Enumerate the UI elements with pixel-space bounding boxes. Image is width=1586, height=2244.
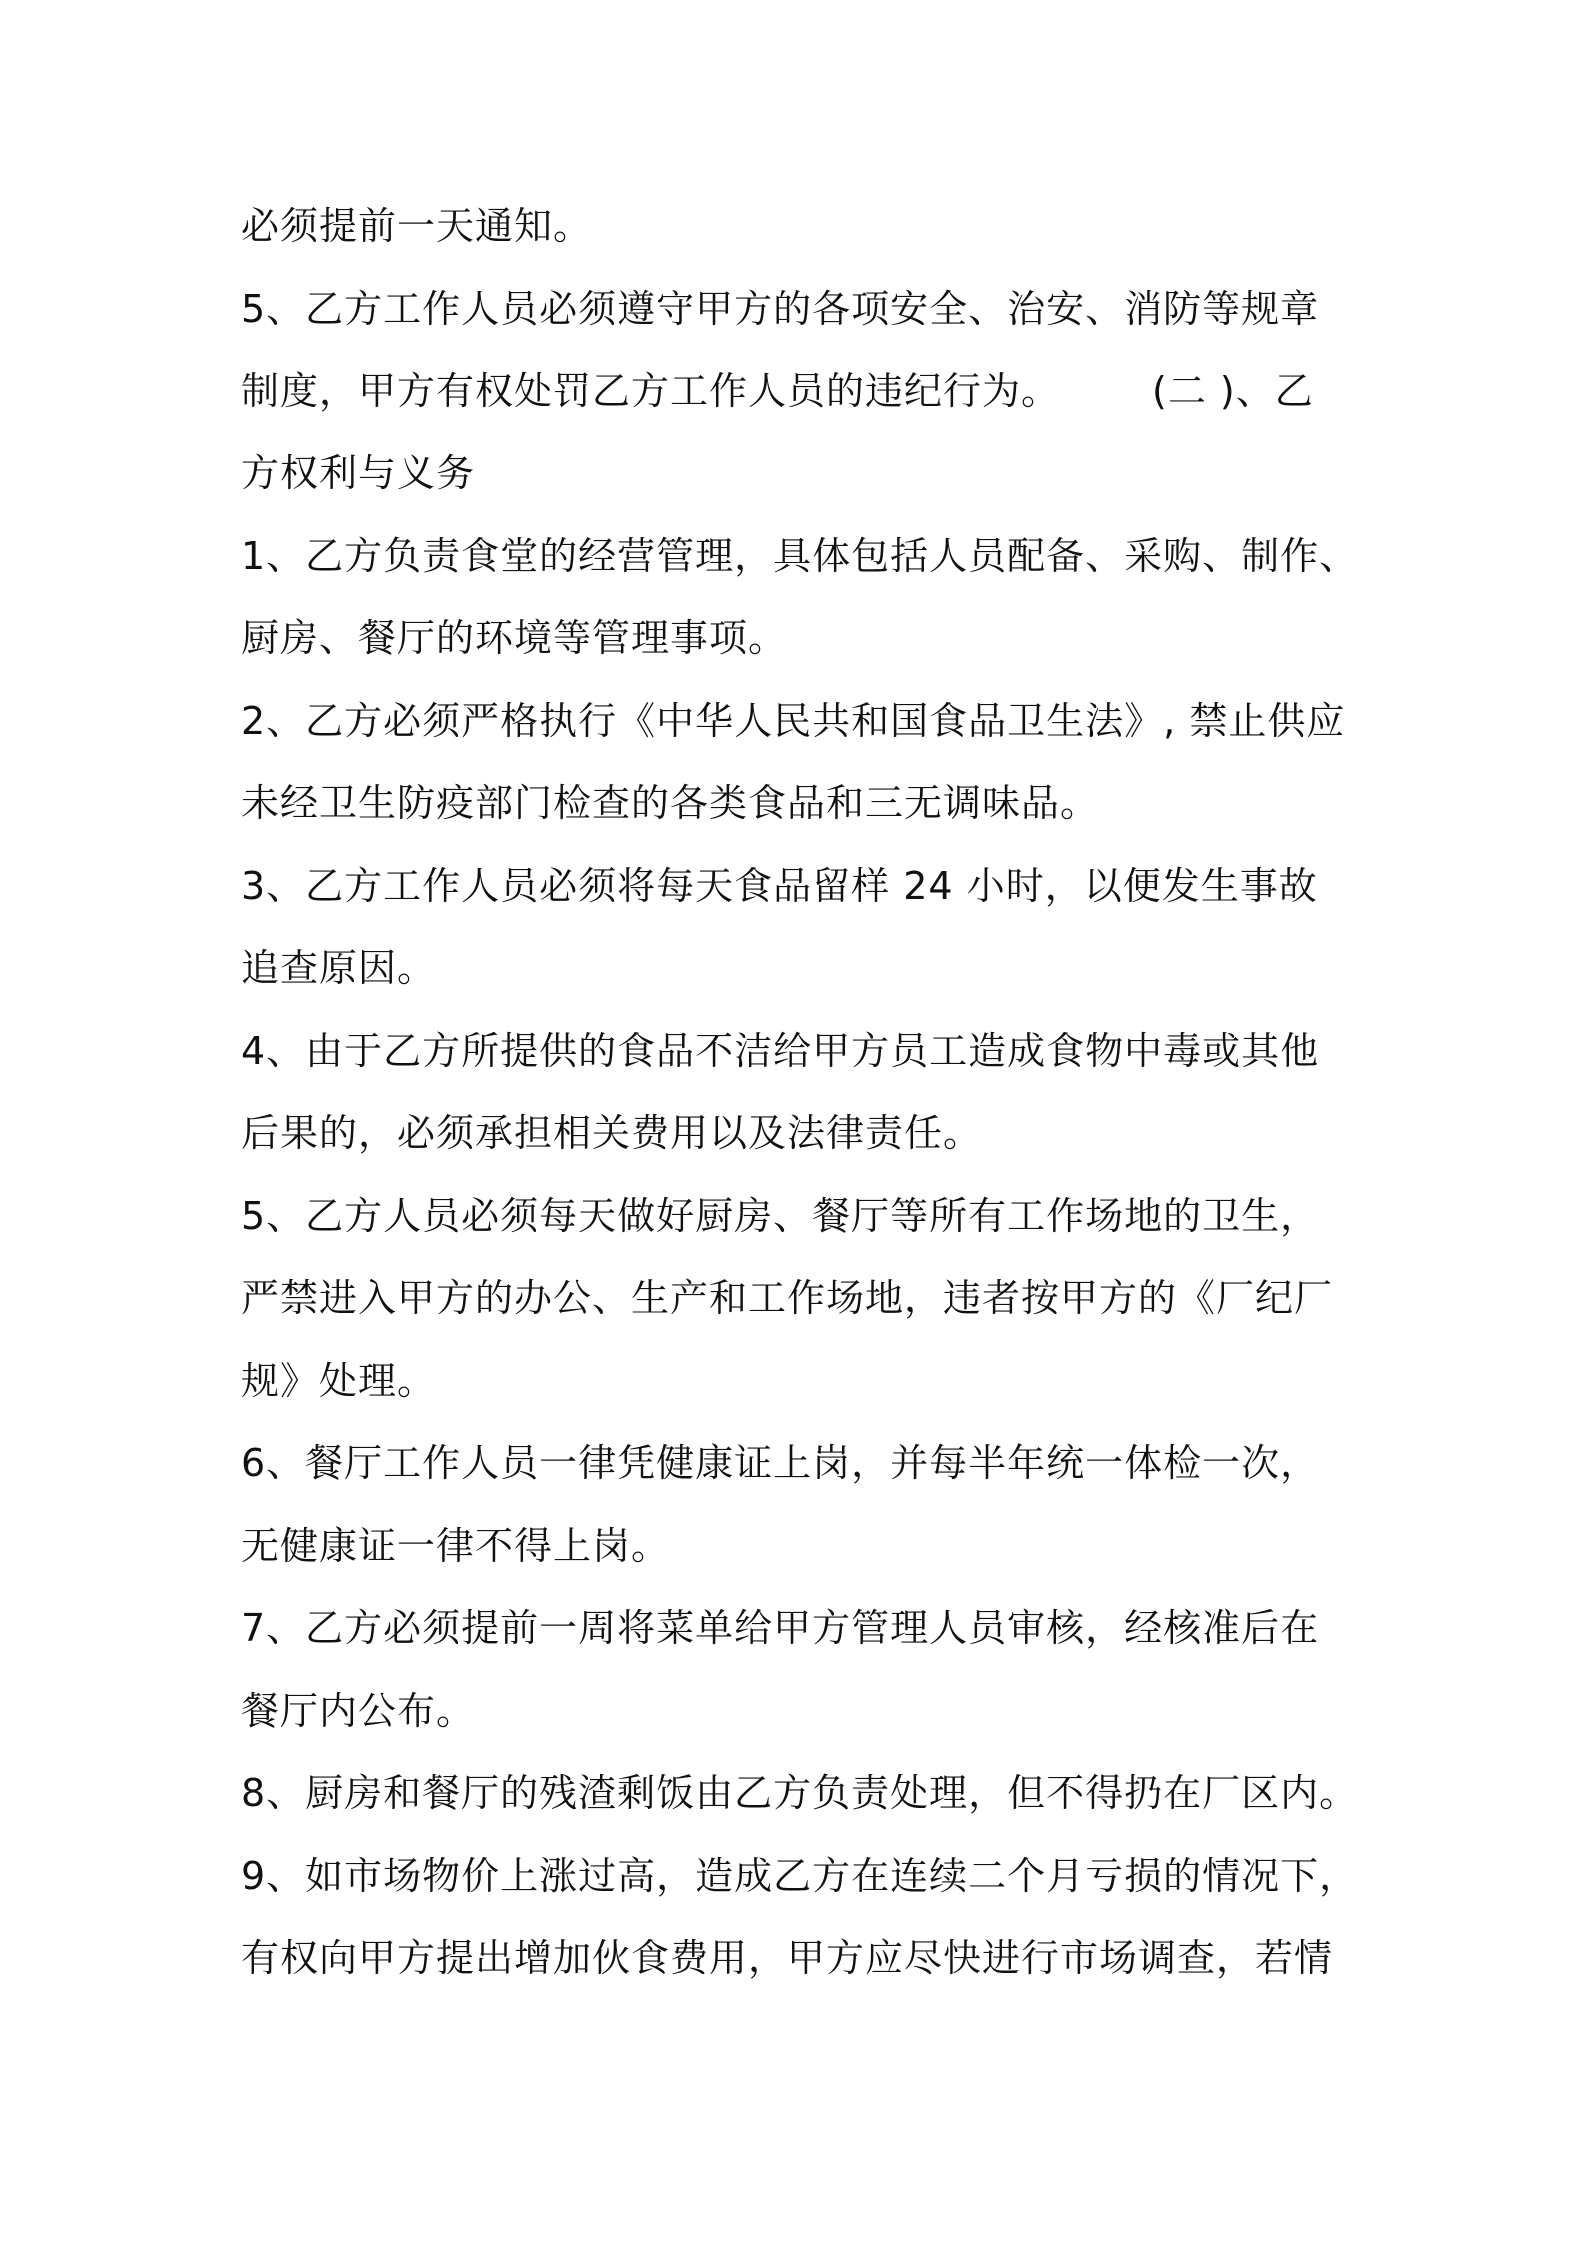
text-line: 4、由于乙方所提供的食品不洁给甲方员工造成食物中毒或其他 [241, 1029, 1320, 1073]
text-line [241, 366, 1314, 416]
text-line: 7、乙方必须提前一周将菜单给甲方管理人员审核，经核准后在 [241, 1606, 1320, 1650]
section-heading-continued: 方权利与义务 [241, 451, 476, 495]
text-line: 严禁进入甲方的办公、生产和工作场地，违者按甲方的《厂纪厂 [241, 1276, 1334, 1320]
section-heading: (二 )、乙 [1152, 369, 1314, 413]
text-line: 1、乙方负责食堂的经营管理，具体包括人员配备、采购、制作、 [241, 534, 1359, 578]
text-line: 必须提前一天通知。 [241, 204, 593, 248]
text-line: 9、如市场物价上涨过高，造成乙方在连续二个月亏损的情况下， [241, 1854, 1359, 1898]
text-line: 追查原因。 [241, 946, 437, 990]
text-line: 无健康证一律不得上岗。 [241, 1524, 671, 1568]
text-line: 餐厅内公布。 [241, 1689, 476, 1733]
text-line: 有权向甲方提出增加伙食费用，甲方应尽快进行市场调查，若情 [241, 1936, 1334, 1980]
text-line: 5、乙方人员必须每天做好厨房、餐厅等所有工作场地的卫生， [241, 1194, 1320, 1238]
text-line: 6、餐厅工作人员一律凭健康证上岗，并每半年统一体检一次， [241, 1441, 1320, 1485]
text-line: 5、乙方工作人员必须遵守甲方的各项安全、治安、消防等规章 [241, 287, 1320, 331]
text-line: 规》处理。 [241, 1359, 437, 1403]
text-line: 8、厨房和餐厅的残渣剩饭由乙方负责处理，但不得扔在厂区内。 [241, 1771, 1359, 1815]
text-line: 厨房、餐厅的环境等管理事项。 [241, 616, 788, 660]
text-line: 3、乙方工作人员必须将每天食品留样 24 小时，以便发生事故 [241, 864, 1318, 908]
text-line: 2、乙方必须严格执行《中华人民共和国食品卫生法》, 禁止供应 [241, 699, 1346, 743]
text-line: 未经卫生防疫部门检查的各类食品和三无调味品。 [241, 781, 1100, 825]
text-line: 后果的，必须承担相关费用以及法律责任。 [241, 1111, 983, 1155]
text-fragment: 制度，甲方有权处罚乙方工作人员的违纪行为。 [241, 369, 1061, 413]
